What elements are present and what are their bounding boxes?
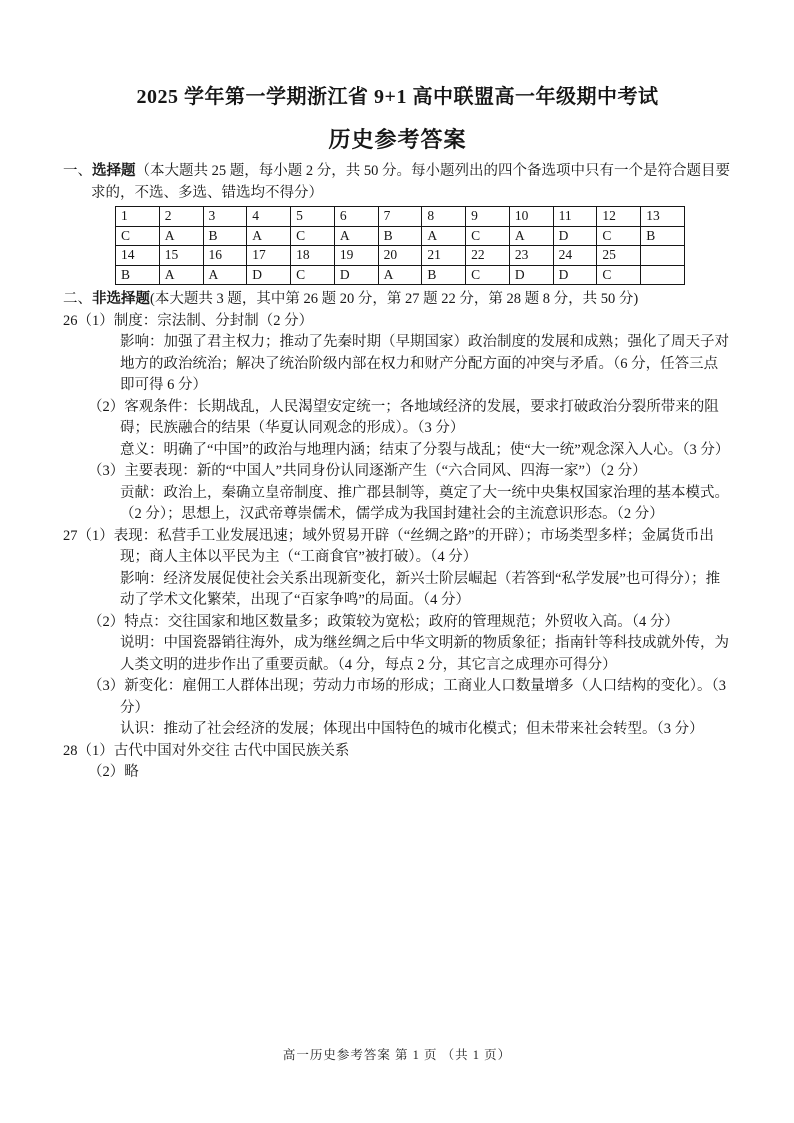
section-choice-prefix: 一、	[63, 163, 92, 179]
answer-letter-cell: B	[641, 226, 685, 246]
answers-list	[63, 311, 732, 784]
answer-letter-cell: A	[378, 265, 422, 285]
answer-letter-cell: C	[597, 265, 641, 285]
answer-letter-cell: B	[116, 265, 160, 285]
question-number-cell: 4	[247, 207, 291, 227]
section-essay-heading	[63, 289, 732, 311]
answer-letter-cell: A	[509, 226, 553, 246]
answer-letter-cell: A	[247, 226, 291, 246]
question-number-cell: 23	[509, 246, 553, 266]
question-number-cell: 12	[597, 207, 641, 227]
answer-letter-cell: B	[203, 226, 247, 246]
document-content	[63, 86, 732, 784]
question-number-cell: 16	[203, 246, 247, 266]
answer-letter-cell	[641, 265, 685, 285]
answer-letter-cell: B	[422, 265, 466, 285]
question-number-cell: 15	[159, 246, 203, 266]
answer-line: （2）特点：交往国家和地区数量多；政策较为宽松；政府的管理规范；外贸收入高。（4 分）	[88, 613, 679, 630]
question-number-cell: 25	[597, 246, 641, 266]
question-number-cell: 20	[378, 246, 422, 266]
answer-line: 影响：加强了君主权力；推动了先秦时期（早期国家）政治制度的发展和成熟；强化了周天子对地方的政治统治；解决了统治阶级内部在权力和财产分配方面的冲突与矛盾。（6 分，任答三点即可得 6 分）	[120, 334, 729, 393]
answer-table	[115, 206, 685, 285]
answer-table-row	[116, 246, 685, 266]
page-subtitle: 历史参考答案	[328, 127, 467, 152]
question-number-cell: 17	[247, 246, 291, 266]
question-number-cell: 22	[466, 246, 510, 266]
section-choice-heading	[63, 161, 732, 204]
question-number-cell: 21	[422, 246, 466, 266]
answer-letter-cell: A	[422, 226, 466, 246]
answer-line: 贡献：政治上，秦确立皇帝制度、推广郡县制等，奠定了大一统中央集权国家治理的基本模式。（2 分）；思想上，汉武帝尊崇儒术，儒学成为我国封建社会的主流意识形态。（2 分）	[120, 484, 729, 522]
answer-line: 28（1）古代中国对外交往 古代中国民族关系	[63, 742, 350, 759]
section-essay-description: (本大题共 3 题，其中第 26 题 20 分，第 27 题 22 分，第 28 题 8 分，共 50 分)	[150, 291, 639, 307]
answer-letter-cell: D	[334, 265, 378, 285]
page-footer: 高一历史参考答案 第 1 页 （共 1 页）	[282, 1048, 512, 1062]
section-essay-label: 非选择题	[92, 291, 150, 307]
section-choice-description: （本大题共 25 题，每小题 2 分，共 50 分。每小题列出的四个备选项中只有一个是符合题目要求的，不选、多选、错选均不得分）	[91, 163, 730, 201]
answer-table-row	[116, 226, 685, 246]
answer-letter-cell: D	[247, 265, 291, 285]
question-number-cell: 9	[466, 207, 510, 227]
question-number-cell: 2	[159, 207, 203, 227]
answer-letter-cell: A	[334, 226, 378, 246]
section-essay-prefix: 二、	[63, 291, 92, 307]
answer-letter-cell: D	[509, 265, 553, 285]
question-number-cell: 10	[509, 207, 553, 227]
answer-letter-cell: C	[597, 226, 641, 246]
answer-table-row	[116, 207, 685, 227]
question-number-cell: 18	[291, 246, 335, 266]
answer-line: （2）略	[88, 764, 139, 780]
answer-line: （3）新变化：雇佣工人群体出现；劳动力市场的形成；工商业人口数量增多（人口结构的变化）。（3 分）	[88, 678, 726, 716]
section-choice-label: 选择题	[92, 163, 136, 179]
answer-line: 26（1）制度：宗法制、分封制（2 分）	[63, 312, 314, 329]
answer-letter-cell: C	[466, 226, 510, 246]
answer-line: 意义：明确了“中国”的政治与地理内涵；结束了分裂与战乱；使“大一统”观念深入人心。（3 分）	[120, 441, 730, 458]
answer-line: （3）主要表现：新的“中国人”共同身份认同逐渐产生（“六合同风、四海一家”）（2 分）	[88, 463, 647, 479]
answer-letter-cell: C	[291, 226, 335, 246]
question-number-cell: 3	[203, 207, 247, 227]
question-number-cell: 24	[553, 246, 597, 266]
answer-letter-cell: C	[116, 226, 160, 246]
question-number-cell: 11	[553, 207, 597, 227]
question-number-cell: 1	[116, 207, 160, 227]
question-number-cell: 19	[334, 246, 378, 266]
answer-line: 27（1）表现：私营手工业发展迅速；域外贸易开辟（“丝绸之路”的开辟）；市场类型多样；金属货币出现；商人主体以平民为主（“工商食官”被打破）。（4 分）	[63, 527, 714, 565]
answer-line: 说明：中国瓷器销往海外，成为继丝绸之后中华文明新的物质象征；指南针等科技成就外传，为人类文明的进步作出了重要贡献。（4 分，每点 2 分，其它言之成理亦可得分）	[120, 635, 729, 673]
answer-letter-cell: C	[466, 265, 510, 285]
answer-letter-cell: D	[553, 265, 597, 285]
question-number-cell: 7	[378, 207, 422, 227]
answer-line: （2）客观条件：长期战乱，人民渴望安定统一；各地域经济的发展，要求打破政治分裂所带来的阻碍；民族融合的结果（华夏认同观念的形成）。（3 分）	[88, 398, 719, 436]
question-number-cell	[641, 246, 685, 266]
page-title: 2025 学年第一学期浙江省 9+1 高中联盟高一年级期中考试	[136, 86, 659, 108]
answer-table-row	[116, 265, 685, 285]
question-number-cell: 5	[291, 207, 335, 227]
answer-letter-cell: A	[159, 265, 203, 285]
answer-table-body	[116, 207, 685, 285]
answer-letter-cell: C	[291, 265, 335, 285]
question-number-cell: 14	[116, 246, 160, 266]
answer-line: 认识：推动了社会经济的发展；体现出中国特色的城市化模式；但未带来社会转型。（3 分）	[120, 721, 704, 737]
answer-letter-cell: B	[378, 226, 422, 246]
question-number-cell: 6	[334, 207, 378, 227]
answer-line: 影响：经济发展促使社会关系出现新变化，新兴士阶层崛起（若答到“私学发展”也可得分）；推动了学术文化繁荣，出现了“百家争鸣”的局面。（4 分）	[120, 570, 721, 608]
answer-letter-cell: A	[203, 265, 247, 285]
answer-letter-cell: A	[159, 226, 203, 246]
question-number-cell: 8	[422, 207, 466, 227]
question-number-cell: 13	[641, 207, 685, 227]
answer-letter-cell: D	[553, 226, 597, 246]
